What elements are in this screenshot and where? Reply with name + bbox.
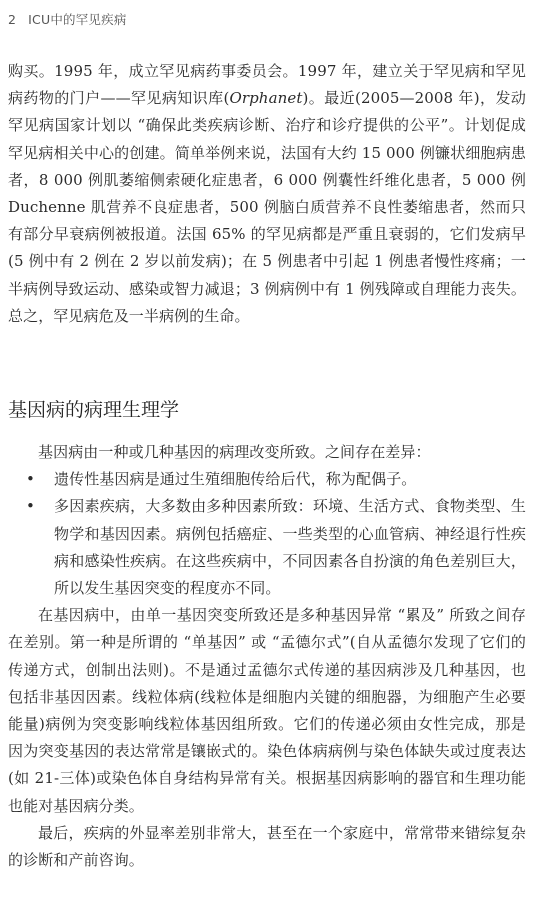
intro-paragraph bbox=[8, 58, 526, 330]
section-body bbox=[8, 439, 526, 874]
intro-text-part2: )。最近(2005—2008 年)，发动罕见病国家计划以 “确保此类疾病诊断、治疗和诊疗提供的公平”。计划促成罕见病相关中心的创建。简单举例来说，法国有大约 15 000 例镰状细胞病患者，8 000 例肌萎缩侧索硬化症患者，6 000 例囊性纤维化患者，5 000 例 Duchenne 肌营养不良症患者，500 例脑白质营养不良性萎缩患者，然而只有部分早衰病例被报道。法国 65% 的罕见病都是严重且衰弱的，它们发病早(5 例中有 2 例在 2 岁以前发病)；在 5 例患者中引起 1 例患者慢性疼痛；一半病例导致运动、感染或智力减退；3 例病例中有 1 例残障或自理能力丧失。总之，罕见病危及一半病例的生命。 bbox=[8, 89, 526, 325]
section-heading: 基因病的病理生理学 bbox=[8, 399, 180, 421]
intro-text-part1: 购买。1995 年，成立罕见病药事委员会。1997 年，建立关于罕见病和罕见病药物的门户——罕见病知识库( bbox=[8, 62, 526, 108]
orphanet-term: Orphanet bbox=[229, 89, 303, 108]
list-item bbox=[8, 466, 526, 493]
running-header bbox=[8, 10, 127, 28]
closing-paragraph: 最后，疾病的外显率差别非常大，甚至在一个家庭中，常常带来错综复杂的诊断和产前咨询。 bbox=[8, 823, 526, 870]
bullet-icon: • bbox=[26, 470, 35, 489]
list-item-text: 多因素疾病，大多数由多种因素所致：环境、生活方式、食物类型、生物学和基因因素。病例包括癌症、一些类型的心血管病、神经退行性疾病和感染性疾病。在这些疾病中，不同因素各自扮演的角色差别巨大，所以发生基因突变的程度亦不同。 bbox=[54, 497, 526, 598]
list-item bbox=[8, 493, 526, 602]
bullet-icon: • bbox=[26, 497, 35, 516]
bullet-list bbox=[8, 466, 526, 602]
intro-paragraph-block bbox=[8, 58, 526, 330]
page-number: 2 bbox=[8, 12, 17, 27]
section-intro: 基因病由一种或几种基因的病理改变所致。之间存在差异： bbox=[38, 443, 431, 461]
running-title: ICU中的罕见疾病 bbox=[28, 12, 127, 27]
body-paragraph: 在基因病中，由单一基因突变所致还是多种基因异常 “累及” 所致之间存在差别。第一种是所谓的 “单基因” 或 “孟德尔式”(自从孟德尔发现了它们的传递方式，创制出法则)。不是通过孟德尔式传递的基因病涉及几种基因，也包括非基因因素。线粒体病(线粒体是细胞内关键的细胞器，为细胞产生必要能量)病例为突变影响线粒体基因组所致。它们的传递必须由女性完成，那是因为突变基因的表达常常是镶嵌式的。染色体病病例与染色体缺失或过度表达(如 21-三体)或染色体自身结构异常有关。根据基因病影响的器官和生理功能也能对基因病分类。 bbox=[8, 606, 526, 815]
list-item-text: 遗传性基因病是通过生殖细胞传给后代，称为配偶子。 bbox=[54, 470, 417, 489]
